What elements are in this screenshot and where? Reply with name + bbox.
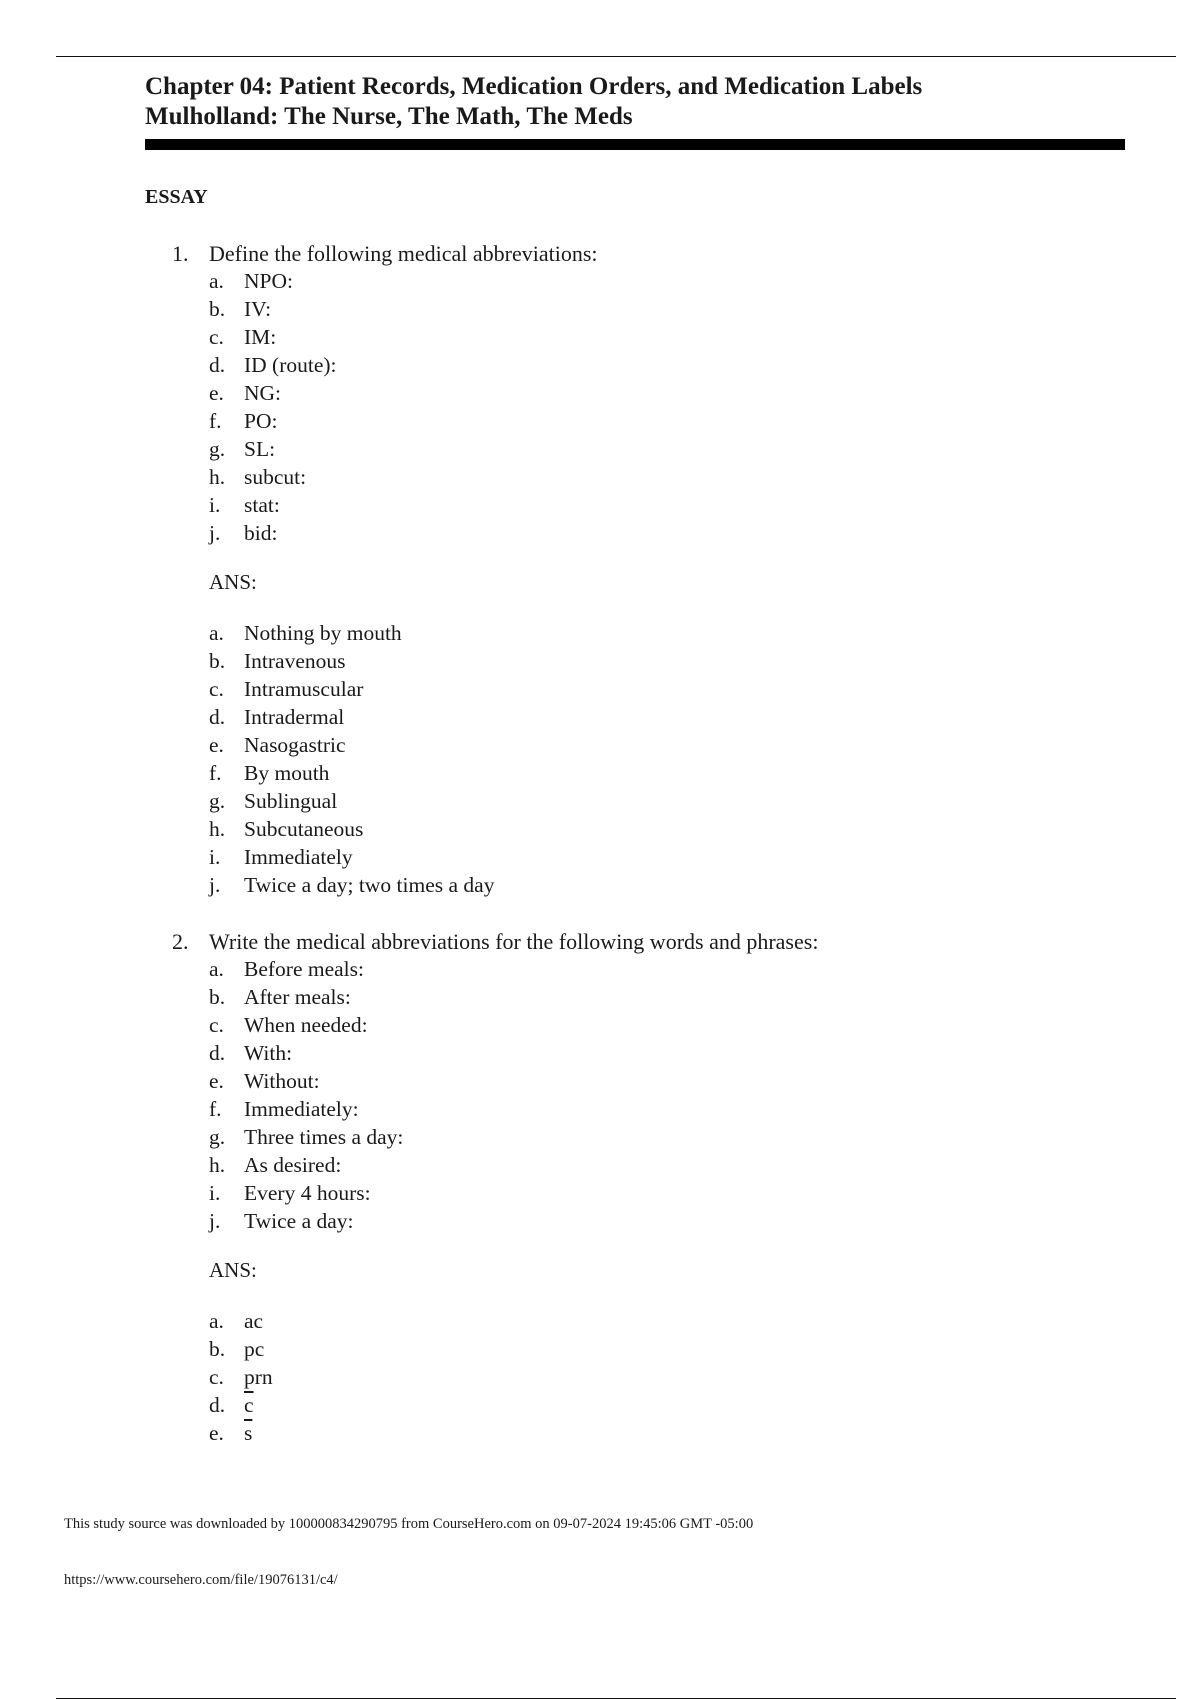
answer-item: f. By mouth [209, 761, 330, 785]
answer-item: d. Intradermal [209, 705, 345, 729]
section-title: ESSAY [145, 186, 208, 208]
answer-item: c. Intramuscular [209, 677, 364, 701]
book-title: Mulholland: The Nurse, The Math, The Meds [145, 103, 633, 130]
list-item: g. Three times a day: [209, 1125, 404, 1149]
list-item: c. When needed: [209, 1013, 368, 1037]
answer-item: h. Subcutaneous [209, 817, 364, 841]
list-item: e. NG: [209, 381, 282, 405]
bottom-rule [56, 1698, 1176, 1699]
answer-item: j. Twice a day; two times a day [209, 873, 495, 897]
question-items [209, 955, 1072, 1235]
source-url[interactable]: https://www.coursehero.com/file/19076131/c4/ [64, 1572, 338, 1588]
download-notice: This study source was downloaded by 100000834290795 from CourseHero.com on 09-07-2024 19:45:06 GMT -05:00 [64, 1516, 754, 1532]
question-1 [172, 241, 1072, 899]
list-item: i. stat: [209, 493, 280, 517]
list-item: d. ID (route): [209, 353, 337, 377]
list-item: f. Immediately: [209, 1097, 359, 1121]
list-item: c. IM: [209, 325, 277, 349]
answer-item: a. Nothing by mouth [209, 621, 402, 645]
question-items [209, 267, 1072, 547]
answer-item: b. Intravenous [209, 649, 346, 673]
list-item: j. bid: [209, 521, 278, 545]
answer-items [209, 1307, 1072, 1447]
question-number: 1. [172, 241, 189, 266]
list-item: j. Twice a day: [209, 1209, 354, 1233]
answer-label: ANS: [209, 570, 257, 594]
question-number: 2. [172, 929, 189, 954]
list-item: i. Every 4 hours: [209, 1181, 371, 1205]
answer-item: e. $\overline{s}$ [209, 1421, 253, 1445]
list-item: e. Without: [209, 1069, 320, 1093]
list-item: d. With: [209, 1041, 293, 1065]
list-item: g. SL: [209, 437, 276, 461]
header-bar [145, 139, 1125, 150]
list-item: h. subcut: [209, 465, 307, 489]
document-header [145, 72, 1125, 150]
answer-label: ANS: [209, 1258, 257, 1282]
question-prompt-row [172, 929, 1072, 955]
answer-item: i. Immediately [209, 845, 353, 869]
answer-item: a. ac [209, 1309, 264, 1333]
c-bar-symbol: $\overline{c}$ [244, 1393, 254, 1417]
s-bar-symbol: $\overline{s}$ [244, 1421, 253, 1445]
list-item: b. IV: [209, 297, 272, 321]
answer-item: e. Nasogastric [209, 733, 346, 757]
answer-items [209, 619, 1072, 899]
chapter-title: Chapter 04: Patient Records, Medication Orders, and Medication Labels [145, 73, 923, 100]
answer-item: g. Sublingual [209, 789, 338, 813]
list-item: a. NPO: [209, 269, 293, 293]
list-item: a. Before meals: [209, 957, 364, 981]
answer-item: d. $\overline{c}$ [209, 1393, 254, 1417]
answer-item: c. prn [209, 1365, 273, 1389]
question-prompt-row [172, 241, 1072, 267]
list-item: h. As desired: [209, 1153, 342, 1177]
list-item: b. After meals: [209, 985, 351, 1009]
question-prompt: Write the medical abbreviations for the following words and phrases: [209, 929, 819, 954]
list-item: f. PO: [209, 409, 278, 433]
top-rule [56, 56, 1176, 57]
question-2 [172, 929, 1072, 1447]
question-prompt: Define the following medical abbreviations: [209, 241, 598, 266]
answer-item: b. pc [209, 1337, 265, 1361]
